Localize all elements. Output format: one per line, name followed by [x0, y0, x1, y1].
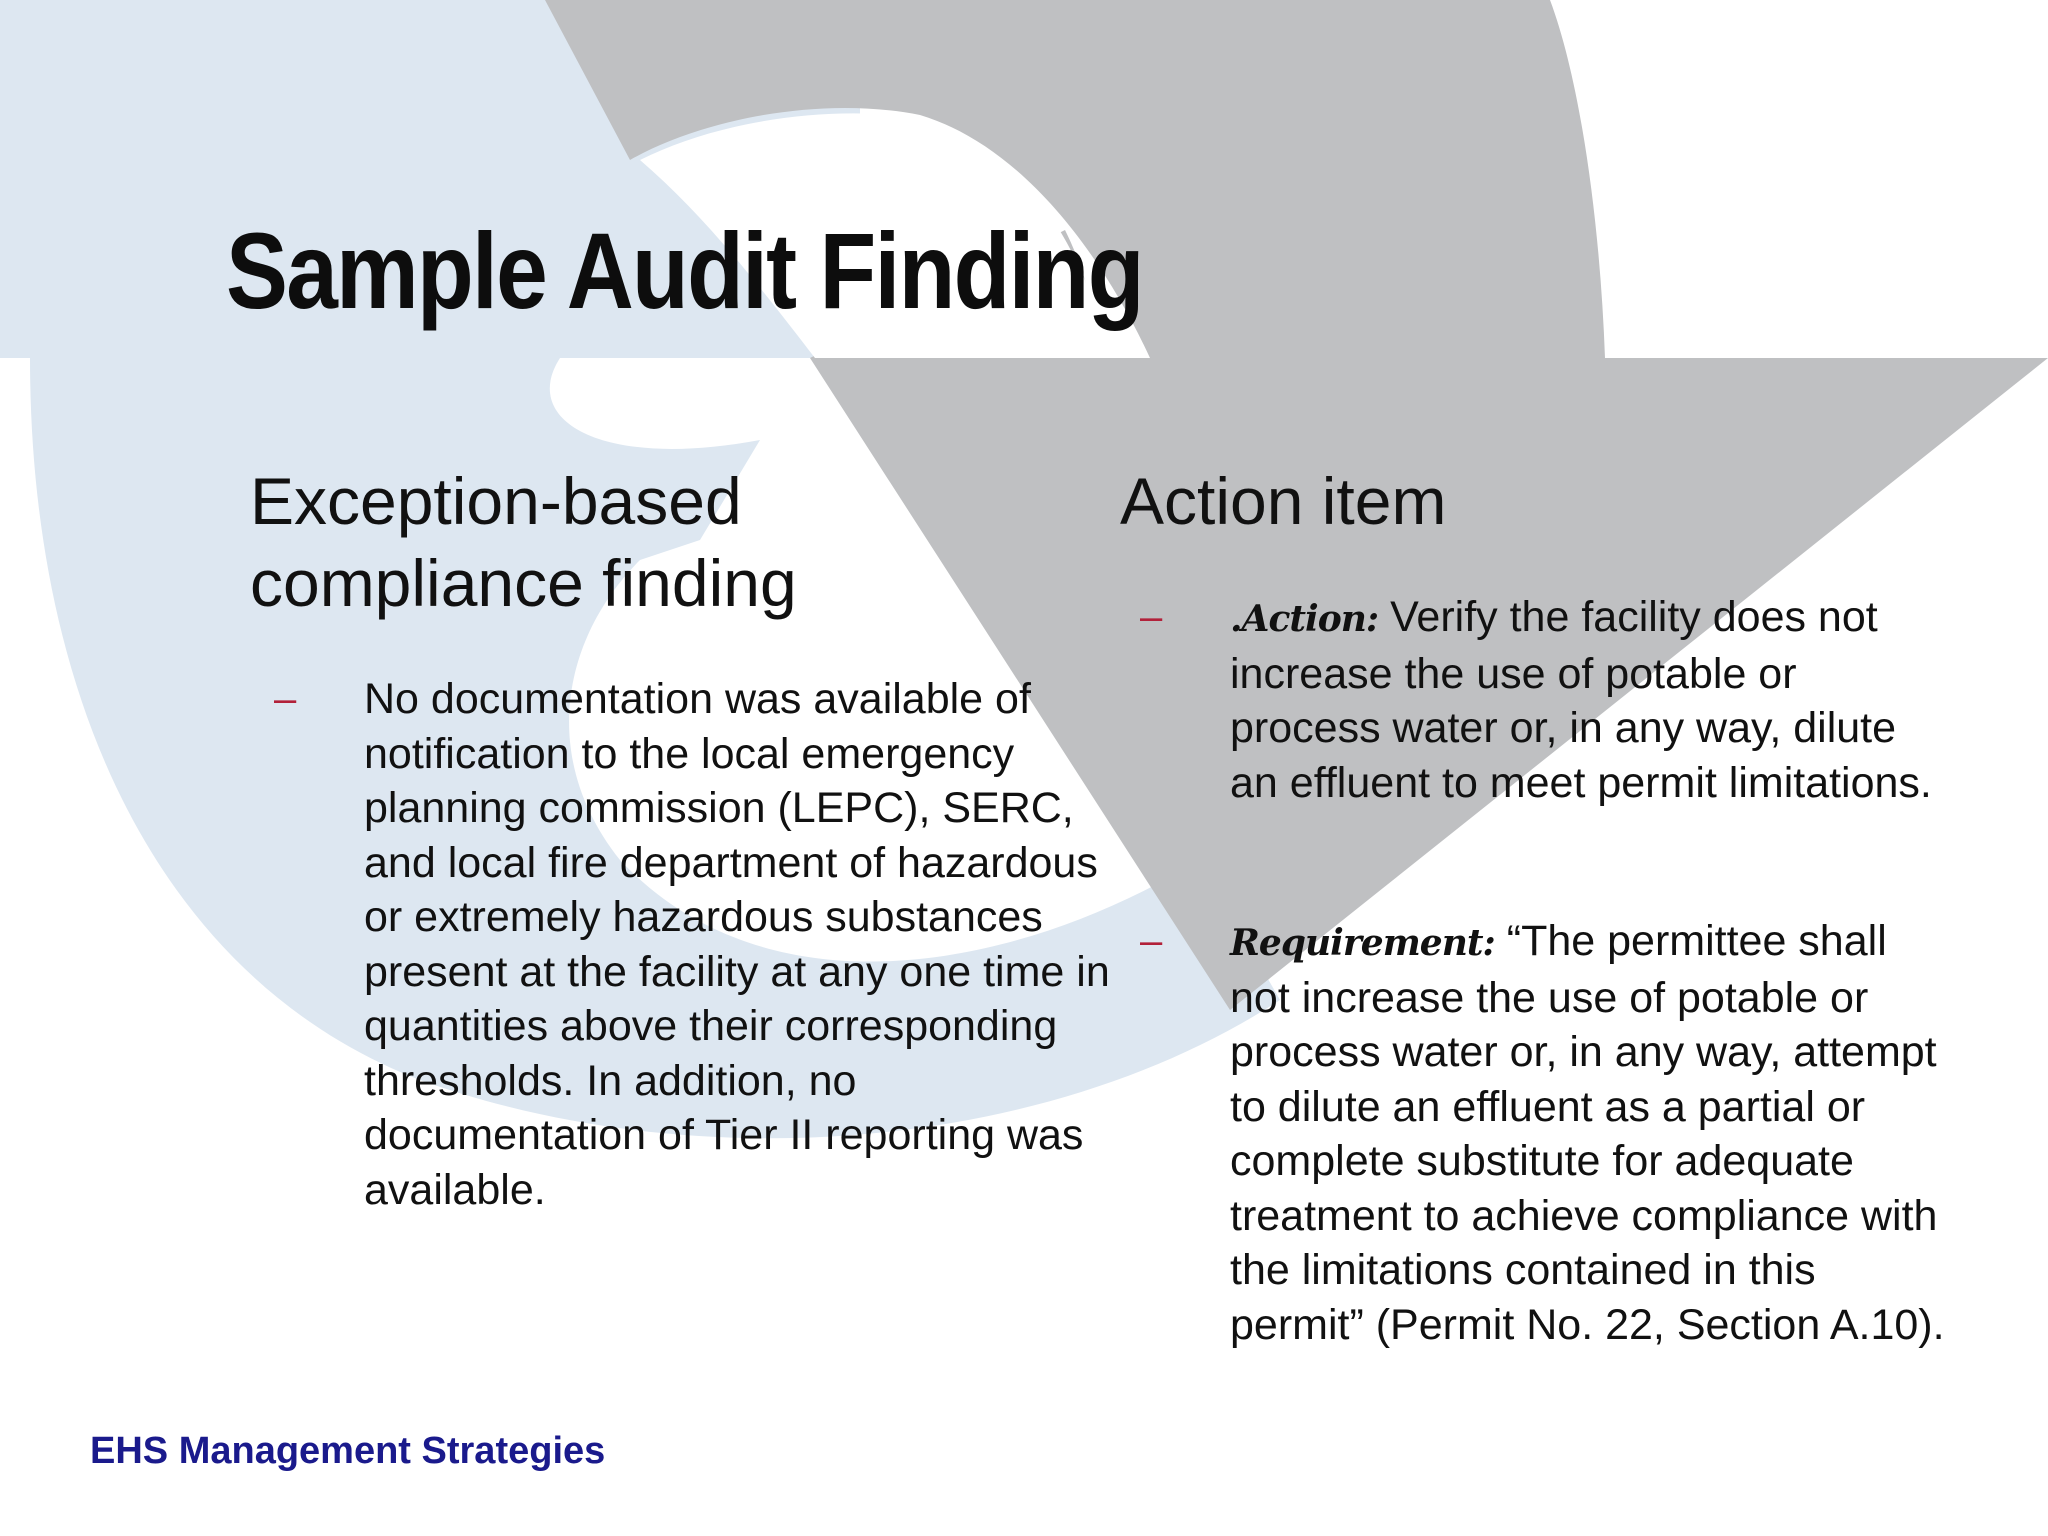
requirement-text-block	[1230, 914, 1950, 1352]
bullet-dash: –	[1140, 595, 1163, 639]
finding-text: No documentation was available of notification to the local emergency planning commission (LEPC), SERC, and local fire department of hazardous or extremely hazardous substances present at the facility at any one time in quantities above their corresponding thresholds. In addition, no documentation of Tier II reporting was available.	[364, 675, 1110, 1214]
bullet-dash: –	[274, 677, 297, 721]
left-column-heading: Exception-based compliance finding	[250, 464, 797, 620]
footer-brand: EHS Management Strategies	[90, 1430, 606, 1472]
right-column-heading: Action item	[1120, 464, 1447, 538]
slide-title: Sample Audit Finding	[226, 210, 1143, 331]
requirement-label: Requirement:	[1230, 922, 1495, 964]
action-label: .Action:	[1230, 598, 1379, 640]
bullet-dash: –	[1140, 919, 1163, 963]
action-text: Verify the facility does not increase the use of potable or process water or, in any way, dilute an effluent to meet permit limitations.	[1230, 593, 1932, 807]
requirement-text: “The permittee shall not increase the use of potable or process water or, in any way, attempt to dilute an effluent as a partial or complete substitute for adequate treatment to achieve compliance with the limitations contained in this permit” (Permit No. 22, Section A.10).	[1230, 917, 1945, 1349]
action-text-block	[1230, 590, 1950, 810]
